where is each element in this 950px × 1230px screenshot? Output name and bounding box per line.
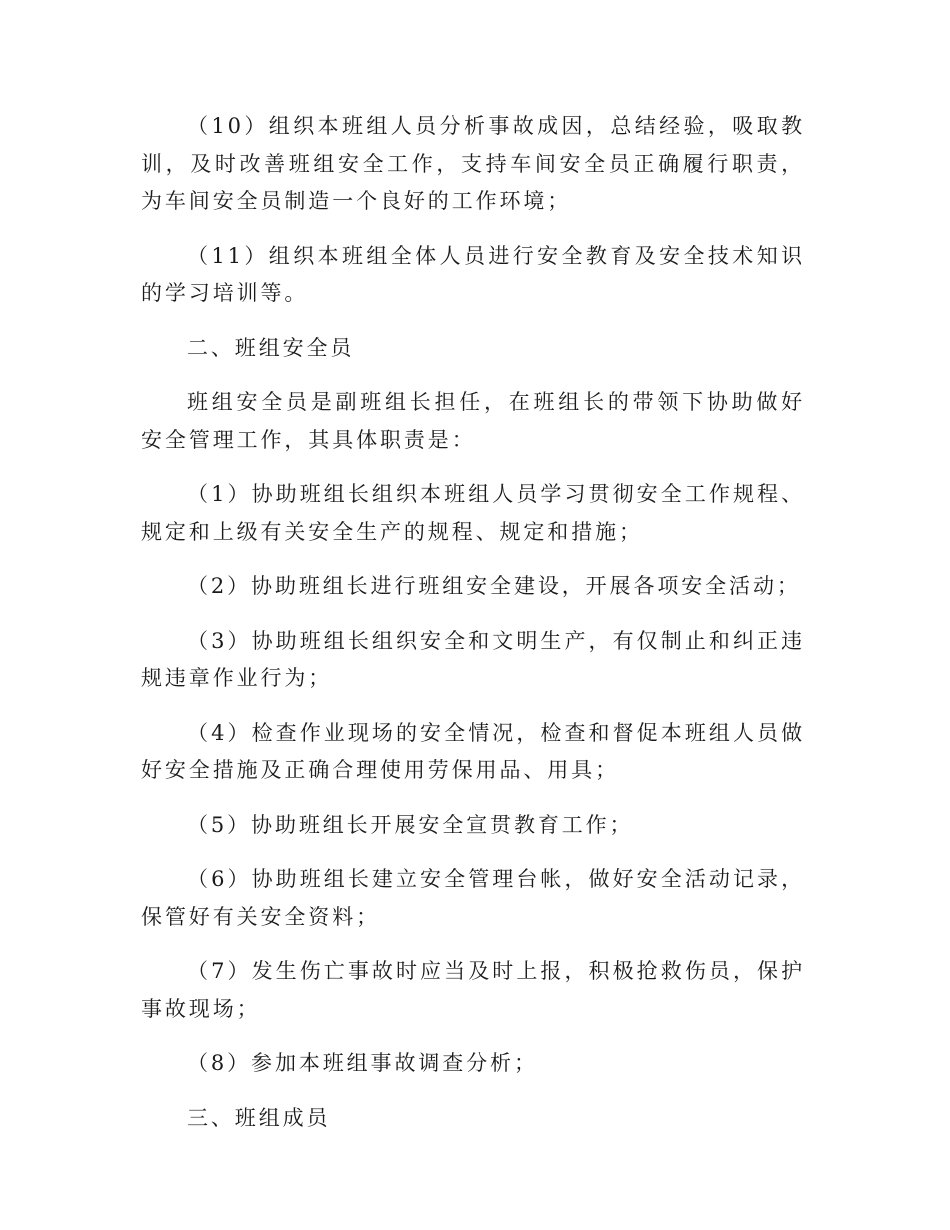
paragraph-item-8: （8）参加本班组事故调查分析； [187, 1051, 538, 1075]
paragraph-item-10: （10）组织本班组人员分析事故成因，总结经验，吸取教训，及时改善班组安全工作，支持车间安全员正确履行职责，为车间安全员制造一个良好的工作环境； [141, 114, 805, 213]
paragraph-safety-officer-intro: 班组安全员是副班组长担任，在班组长的带领下协助做好安全管理工作，其具体职责是： [141, 390, 805, 452]
paragraph-item-6: （6）协助班组长建立安全管理台帐，做好安全活动记录，保管好有关安全资料； [141, 867, 805, 929]
section-heading-team-members: 三、班组成员 [187, 1105, 331, 1130]
paragraph-item-5: （5）协助班组长开展安全宣贯教育工作； [187, 812, 634, 837]
document-page [141, 108, 805, 1154]
paragraph-item-11: （11）组织本班组全体人员进行安全教育及安全技术知识的学习培训等。 [141, 243, 805, 305]
paragraph-item-3: （3）协助班组长组织安全和文明生产，有仅制止和纠正违规违章作业行为； [141, 628, 805, 690]
paragraph-item-1: （1）协助班组长组织本班组人员学习贯彻安全工作规程、规定和上级有关安全生产的规程、规定和措施； [141, 482, 805, 544]
paragraph-item-7: （7）发生伤亡事故时应当及时上报，积极抢救伤员，保护事故现场； [141, 959, 805, 1021]
section-heading-team-safety-officer: 二、班组安全员 [187, 335, 355, 360]
paragraph-item-2: （2）协助班组长进行班组安全建设，开展各项安全活动； [187, 574, 801, 598]
paragraph-item-4: （4）检查作业现场的安全情况，检查和督促本班组人员做好安全措施及正确合理使用劳保用品、用具； [141, 720, 805, 782]
